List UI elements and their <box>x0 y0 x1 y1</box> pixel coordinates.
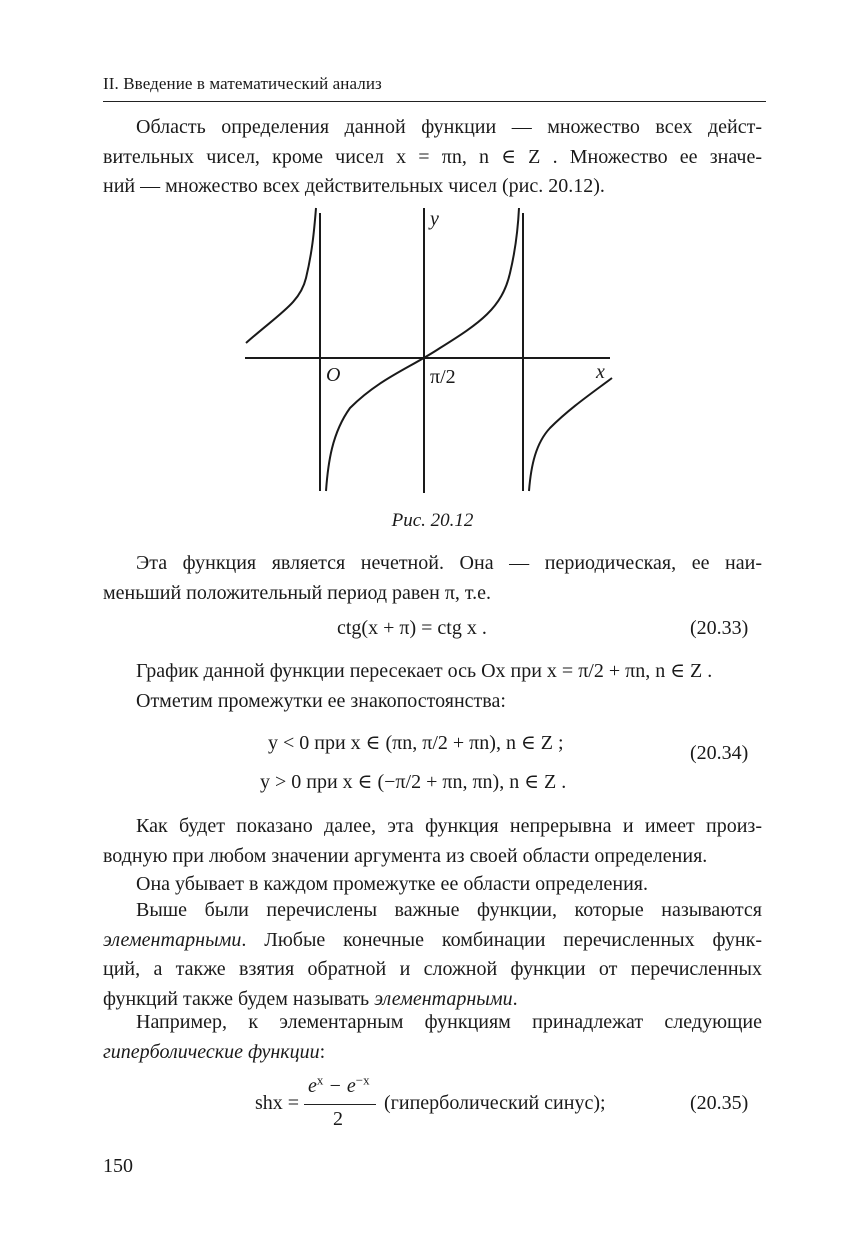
text-line: меньший положительный период равен π, т.е. <box>103 581 492 604</box>
figure-caption: Рис. 20.12 <box>391 510 474 531</box>
curve-branch-left <box>246 208 316 343</box>
italic-term: гиперболические функции <box>103 1040 320 1063</box>
origin-label: O <box>326 364 341 386</box>
equation-number: (20.33) <box>690 617 749 639</box>
paragraph-domain <box>103 113 762 202</box>
curve-branch-right <box>529 378 612 491</box>
text-line: Как будет показано далее, эта функция непрерывна и имеет произ- <box>136 815 762 837</box>
text-line: вительных чисел, кроме чисел x = πn, n ∈ Z . Множество ее значе- <box>103 145 762 168</box>
text-line: График данной функции пересекает ось Ox при x = π/2 + πn, n ∈ Z . <box>136 660 713 682</box>
text-line: Эта функция является нечетной. Она — периодическая, ее наи- <box>136 552 762 574</box>
equation-20-34-line2: y > 0 при x ∈ (−π/2 + πn, πn), n ∈ Z . <box>260 771 567 793</box>
text-line: элементарными. Любые конечные комбинации перечисленных функ- <box>103 928 762 951</box>
text-line: ний — множество всех действительных чисел (рис. 20.12). <box>103 175 605 197</box>
text-line: Она убывает в каждом промежутке ее области определения. <box>136 873 649 895</box>
text-line: Область определения данной функции — множество всех дейст- <box>136 116 762 138</box>
text-line: ций, а также взятия обратной и сложной функции от перечисленных <box>103 958 762 980</box>
fraction-bar <box>304 1104 376 1105</box>
paragraph-elementary <box>103 896 762 1014</box>
paragraph-continuity <box>103 812 762 871</box>
text-line: Отметим промежутки ее знакопостоянства: <box>136 689 506 712</box>
curve-branch-middle <box>326 208 519 491</box>
equation-20-33: ctg(x + π) = ctg x . <box>337 617 487 639</box>
cotangent-graph <box>240 203 620 498</box>
text-line: гиперболические функции: <box>103 1040 326 1063</box>
italic-term: элементарными <box>103 928 242 951</box>
italic-term: элементарными <box>374 987 513 1010</box>
fraction-denominator: 2 <box>333 1108 343 1130</box>
tick-label-pi-half: π/2 <box>430 366 456 388</box>
paragraph-parity <box>103 549 762 608</box>
equation-comment: (гиперболический синус); <box>384 1092 606 1114</box>
axis-label-x: x <box>596 361 605 383</box>
equation-20-35-lhs: shx = <box>255 1092 300 1114</box>
text-line: Выше были перечислены важные функции, которые называются <box>136 899 762 921</box>
fraction-numerator: $e^x - e^{-x}$ <box>308 1072 370 1097</box>
equation-20-34-line1: y < 0 при x ∈ (πn, π/2 + πn), n ∈ Z ; <box>268 732 564 754</box>
equation-number: (20.35) <box>690 1092 749 1114</box>
header-rule <box>103 101 766 102</box>
paragraph-zeros <box>103 657 762 716</box>
axis-label-y: y <box>430 208 439 230</box>
running-head: II. Введение в математический анализ <box>103 74 382 93</box>
text-line: функций также будем называть элементарными. <box>103 987 518 1010</box>
equation-number: (20.34) <box>690 742 749 764</box>
text-line: водную при любом значении аргумента из своей области определения. <box>103 844 708 867</box>
paragraph-hyperbolic <box>103 1008 762 1067</box>
page-number: 150 <box>103 1155 133 1177</box>
text-line: Например, к элементарным функциям принадлежат следующие <box>136 1011 762 1033</box>
